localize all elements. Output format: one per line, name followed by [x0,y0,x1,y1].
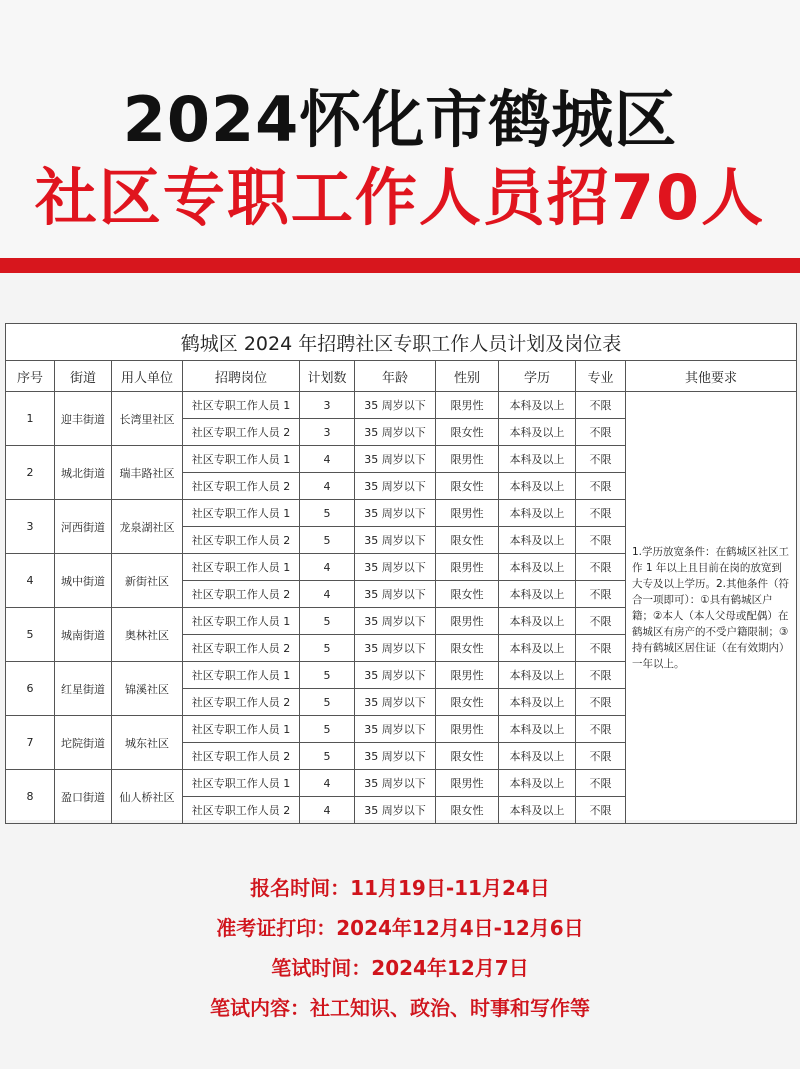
education-cell: 本科及以上 [499,689,576,716]
post-cell: 社区专职工作人员 2 [183,473,300,500]
major-cell: 不限 [576,473,626,500]
title-line-1: 2024怀化市鹤城区 [122,83,678,156]
header-banner [0,0,800,258]
count-cell: 5 [300,716,355,743]
count-cell: 5 [300,608,355,635]
column-header: 序号 [6,361,55,392]
post-cell: 社区专职工作人员 2 [183,635,300,662]
column-header: 性别 [436,361,499,392]
street-cell: 城北街道 [55,446,112,500]
major-cell: 不限 [576,527,626,554]
count-cell: 5 [300,527,355,554]
unit-cell: 长湾里社区 [112,392,183,446]
footer-exam-time: 笔试时间：2024年12月7日 [271,956,529,980]
education-cell: 本科及以上 [499,419,576,446]
age-cell: 35 周岁以下 [355,716,436,743]
post-cell: 社区专职工作人员 1 [183,662,300,689]
gender-cell: 限女性 [436,419,499,446]
education-cell: 本科及以上 [499,473,576,500]
gender-cell: 限男性 [436,662,499,689]
education-cell: 本科及以上 [499,797,576,824]
row-number-cell: 6 [6,662,55,716]
unit-cell: 仙人桥社区 [112,770,183,824]
post-cell: 社区专职工作人员 1 [183,446,300,473]
post-cell: 社区专职工作人员 2 [183,527,300,554]
street-cell: 河西街道 [55,500,112,554]
post-cell: 社区专职工作人员 2 [183,743,300,770]
gender-cell: 限男性 [436,608,499,635]
education-cell: 本科及以上 [499,392,576,419]
count-cell: 4 [300,770,355,797]
gender-cell: 限男性 [436,446,499,473]
major-cell: 不限 [576,419,626,446]
unit-cell: 城东社区 [112,716,183,770]
education-cell: 本科及以上 [499,770,576,797]
education-cell: 本科及以上 [499,500,576,527]
age-cell: 35 周岁以下 [355,689,436,716]
street-cell: 盈口街道 [55,770,112,824]
recruitment-table-container [5,323,796,820]
age-cell: 35 周岁以下 [355,419,436,446]
major-cell: 不限 [576,635,626,662]
gender-cell: 限女性 [436,635,499,662]
age-cell: 35 周岁以下 [355,635,436,662]
age-cell: 35 周岁以下 [355,473,436,500]
recruitment-table [5,323,797,824]
column-header: 学历 [499,361,576,392]
age-cell: 35 周岁以下 [355,446,436,473]
unit-cell: 瑞丰路社区 [112,446,183,500]
post-cell: 社区专职工作人员 1 [183,608,300,635]
major-cell: 不限 [576,662,626,689]
education-cell: 本科及以上 [499,527,576,554]
major-cell: 不限 [576,743,626,770]
major-cell: 不限 [576,797,626,824]
major-cell: 不限 [576,581,626,608]
column-header: 招聘岗位 [183,361,300,392]
street-cell: 坨院街道 [55,716,112,770]
education-cell: 本科及以上 [499,554,576,581]
column-header: 用人单位 [112,361,183,392]
major-cell: 不限 [576,770,626,797]
age-cell: 35 周岁以下 [355,770,436,797]
post-cell: 社区专职工作人员 2 [183,419,300,446]
age-cell: 35 周岁以下 [355,797,436,824]
unit-cell: 锦溪社区 [112,662,183,716]
major-cell: 不限 [576,392,626,419]
post-cell: 社区专职工作人员 1 [183,392,300,419]
gender-cell: 限男性 [436,554,499,581]
footer-exam-content: 笔试内容：社工知识、政治、时事和写作等 [210,996,590,1020]
age-cell: 35 周岁以下 [355,581,436,608]
row-number-cell: 2 [6,446,55,500]
other-requirements-cell: 1.学历放宽条件：在鹤城区社区工作 1 年以上且目前在岗的放宽到大专及以上学历。2.其他条件（符合一项即可）：①具有鹤城区户籍；②本人（本人父母或配偶）在鹤城区有房产的不受户籍限制；③持有鹤城区居住证（在有效期内）一年以上。 [626,392,797,824]
post-cell: 社区专职工作人员 1 [183,770,300,797]
unit-cell: 龙泉湖社区 [112,500,183,554]
age-cell: 35 周岁以下 [355,662,436,689]
row-number-cell: 8 [6,770,55,824]
gender-cell: 限男性 [436,716,499,743]
post-cell: 社区专职工作人员 2 [183,581,300,608]
gender-cell: 限男性 [436,392,499,419]
row-number-cell: 3 [6,500,55,554]
gender-cell: 限女性 [436,527,499,554]
count-cell: 4 [300,446,355,473]
major-cell: 不限 [576,500,626,527]
count-cell: 4 [300,581,355,608]
age-cell: 35 周岁以下 [355,527,436,554]
education-cell: 本科及以上 [499,608,576,635]
major-cell: 不限 [576,446,626,473]
education-cell: 本科及以上 [499,743,576,770]
major-cell: 不限 [576,716,626,743]
count-cell: 5 [300,500,355,527]
row-number-cell: 4 [6,554,55,608]
table-row [6,392,797,419]
count-cell: 4 [300,797,355,824]
street-cell: 迎丰街道 [55,392,112,446]
post-cell: 社区专职工作人员 2 [183,797,300,824]
count-cell: 4 [300,554,355,581]
post-cell: 社区专职工作人员 1 [183,716,300,743]
major-cell: 不限 [576,554,626,581]
unit-cell: 新街社区 [112,554,183,608]
row-number-cell: 5 [6,608,55,662]
major-cell: 不限 [576,689,626,716]
age-cell: 35 周岁以下 [355,743,436,770]
row-number-cell: 7 [6,716,55,770]
gender-cell: 限男性 [436,500,499,527]
street-cell: 城南街道 [55,608,112,662]
gender-cell: 限女性 [436,743,499,770]
column-header: 其他要求 [626,361,797,392]
column-header: 计划数 [300,361,355,392]
footer-registration-time: 报名时间：11月19日-11月24日 [250,876,550,900]
education-cell: 本科及以上 [499,635,576,662]
title-line-2: 社区专职工作人员招70人 [34,161,766,234]
education-cell: 本科及以上 [499,446,576,473]
education-cell: 本科及以上 [499,581,576,608]
gender-cell: 限女性 [436,473,499,500]
row-number-cell: 1 [6,392,55,446]
street-cell: 红星街道 [55,662,112,716]
education-cell: 本科及以上 [499,716,576,743]
gender-cell: 限女性 [436,689,499,716]
gender-cell: 限男性 [436,770,499,797]
street-cell: 城中街道 [55,554,112,608]
footer-admission-ticket: 准考证打印：2024年12月4日-12月6日 [216,916,584,940]
major-cell: 不限 [576,608,626,635]
unit-cell: 奥林社区 [112,608,183,662]
footer-schedule [0,868,800,1028]
post-cell: 社区专职工作人员 2 [183,689,300,716]
table-caption: 鹤城区 2024 年招聘社区专职工作人员计划及岗位表 [6,324,797,361]
post-cell: 社区专职工作人员 1 [183,554,300,581]
count-cell: 5 [300,635,355,662]
age-cell: 35 周岁以下 [355,608,436,635]
count-cell: 5 [300,743,355,770]
age-cell: 35 周岁以下 [355,392,436,419]
post-cell: 社区专职工作人员 1 [183,500,300,527]
count-cell: 5 [300,689,355,716]
column-header: 年龄 [355,361,436,392]
red-divider-bar [0,258,800,273]
count-cell: 5 [300,662,355,689]
age-cell: 35 周岁以下 [355,554,436,581]
gender-cell: 限女性 [436,581,499,608]
count-cell: 4 [300,473,355,500]
gender-cell: 限女性 [436,797,499,824]
age-cell: 35 周岁以下 [355,500,436,527]
column-header: 街道 [55,361,112,392]
column-header: 专业 [576,361,626,392]
count-cell: 3 [300,392,355,419]
education-cell: 本科及以上 [499,662,576,689]
count-cell: 3 [300,419,355,446]
